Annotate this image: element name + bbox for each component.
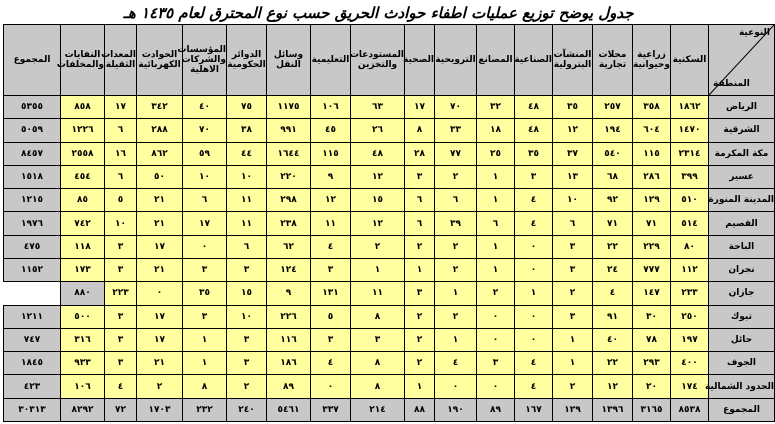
data-cell: ٢: [405, 328, 435, 351]
data-cell: ٤: [515, 212, 553, 235]
row-total-cell: ١٢١٥: [4, 189, 61, 212]
data-cell: ١: [183, 352, 227, 375]
data-cell: ٤: [105, 375, 137, 398]
data-cell: ٥١٤: [671, 212, 709, 235]
region-label: حائل: [709, 328, 775, 351]
data-cell: ٦: [183, 189, 227, 212]
data-cell: ١١٥: [311, 142, 351, 165]
corner-bottom-label: المنطقة: [713, 79, 750, 89]
total-cell: ٨٥٣٨: [671, 398, 709, 421]
column-header: الدوائر الحكومية: [227, 25, 267, 96]
data-cell: ١١٦: [267, 328, 311, 351]
data-cell: ١٢٩: [633, 189, 671, 212]
data-cell: ٦: [105, 119, 137, 142]
data-cell: ٤: [515, 375, 553, 398]
table-row: [4, 189, 775, 212]
data-cell: ٨: [351, 375, 405, 398]
data-cell: ٦: [435, 189, 477, 212]
row-total-cell: ٥٣٥٥: [4, 96, 61, 119]
data-cell: ٠: [311, 375, 351, 398]
data-cell: ٢١: [137, 212, 183, 235]
data-cell: ٧١: [633, 212, 671, 235]
region-label: عسير: [709, 165, 775, 188]
data-cell: ١٦٤٤: [267, 142, 311, 165]
data-cell: ٢٥٥٨: [61, 142, 105, 165]
column-header: المصانع: [477, 25, 515, 96]
data-cell: ١٠٦: [61, 375, 105, 398]
data-cell: ٤٨: [515, 119, 553, 142]
column-header: الحوادث الكهربائية: [137, 25, 183, 96]
data-cell: ١٠٦: [311, 96, 351, 119]
data-cell: ١٢: [351, 165, 405, 188]
data-cell: ٢٥: [477, 142, 515, 165]
total-cell: ١٧٠٣: [137, 398, 183, 421]
data-cell: ٤٠٠: [671, 352, 709, 375]
data-cell: ٣: [105, 258, 137, 281]
data-cell: ٣: [105, 328, 137, 351]
data-cell: ٤٨: [351, 142, 405, 165]
column-header: المجموع: [4, 25, 61, 96]
table-row: [4, 352, 775, 375]
data-cell: ٦: [105, 165, 137, 188]
data-cell: ٦٢: [267, 235, 311, 258]
total-cell: ٣٠٣١٣: [4, 398, 61, 421]
data-cell: ٣٥٨: [633, 96, 671, 119]
data-cell: ٦٨: [593, 165, 633, 188]
data-cell: ٣٧: [553, 142, 593, 165]
row-total-cell: ٤٢٣: [4, 375, 61, 398]
data-cell: ٣: [105, 235, 137, 258]
data-cell: ١٢٢٦: [61, 119, 105, 142]
data-cell: ١٦: [105, 142, 137, 165]
total-cell: ٢٤٠: [227, 398, 267, 421]
data-cell: ١١: [227, 189, 267, 212]
region-label: الرياض: [709, 96, 775, 119]
total-cell: ١٢٩: [553, 398, 593, 421]
data-cell: ٠: [137, 282, 183, 305]
data-cell: ٣٥: [515, 142, 553, 165]
data-cell: ١١: [227, 212, 267, 235]
data-cell: ٣٤٢: [137, 96, 183, 119]
data-cell: ٢٢٦: [267, 305, 311, 328]
data-cell: ٧١: [593, 212, 633, 235]
data-cell: ٣٥: [553, 96, 593, 119]
region-label: جازان: [709, 282, 775, 305]
data-cell: ٤٨: [515, 96, 553, 119]
data-cell: ٢: [351, 235, 405, 258]
data-cell: ١١٥: [633, 142, 671, 165]
data-cell: ٠: [477, 328, 515, 351]
data-cell: ١٧: [405, 96, 435, 119]
data-cell: ٢٨: [405, 142, 435, 165]
data-cell: ١: [435, 282, 477, 305]
region-label: المدينة المنورة: [709, 189, 775, 212]
region-label: تبوك: [709, 305, 775, 328]
data-cell: ١: [477, 165, 515, 188]
data-cell: ١١٨: [61, 235, 105, 258]
row-total-cell: ٨٤٥٧: [4, 142, 61, 165]
data-cell: ٦٣: [351, 96, 405, 119]
data-cell: ٢: [553, 375, 593, 398]
table-row: [4, 142, 775, 165]
data-cell: ٥: [105, 189, 137, 212]
table-body: [4, 96, 775, 422]
data-cell: ٢: [137, 375, 183, 398]
data-cell: ٤٥٤: [61, 165, 105, 188]
data-cell: ٩: [311, 165, 351, 188]
data-cell: ٣: [183, 305, 227, 328]
data-cell: ١٢٤: [267, 258, 311, 281]
data-cell: ٢٢: [593, 235, 633, 258]
data-cell: ٦: [553, 212, 593, 235]
data-cell: ٢: [435, 235, 477, 258]
data-cell: ٣: [183, 258, 227, 281]
data-cell: ٦: [227, 235, 267, 258]
column-header: الصحية: [405, 25, 435, 96]
data-cell: ٢٢: [593, 352, 633, 375]
total-cell: ٢٣٢: [183, 398, 227, 421]
data-cell: ٥٠: [137, 165, 183, 188]
row-total-cell: ٨٨٠: [61, 282, 105, 305]
total-cell: ١٩٠: [435, 398, 477, 421]
row-total-cell: ١٨٤٥: [4, 352, 61, 375]
data-cell: ٣: [553, 258, 593, 281]
data-cell: ٢: [435, 165, 477, 188]
data-cell: ٨٥: [61, 189, 105, 212]
total-cell: ٧٢: [105, 398, 137, 421]
data-cell: ٨: [183, 375, 227, 398]
table-row: [4, 212, 775, 235]
region-label: الباحة: [709, 235, 775, 258]
data-cell: ٠: [435, 375, 477, 398]
data-cell: ٣: [405, 282, 435, 305]
data-cell: ١٠: [553, 189, 593, 212]
data-cell: ٥٤٠: [593, 142, 633, 165]
data-cell: ١٧: [137, 235, 183, 258]
table-row: [4, 258, 775, 281]
data-cell: ٠: [515, 258, 553, 281]
data-cell: ١: [405, 258, 435, 281]
data-cell: ٧٧٧: [633, 258, 671, 281]
data-cell: ٧٨: [633, 328, 671, 351]
data-cell: ١٠: [183, 165, 227, 188]
data-cell: ٣: [311, 328, 351, 351]
data-cell: ٤: [593, 282, 633, 305]
data-cell: ٢٣١٤: [671, 142, 709, 165]
data-cell: ٢: [405, 352, 435, 375]
column-header: الترويحية: [435, 25, 477, 96]
data-cell: ١١: [351, 282, 405, 305]
data-cell: ٢٢٣: [105, 282, 137, 305]
data-cell: ٩٢: [593, 189, 633, 212]
data-cell: ٢٦: [351, 119, 405, 142]
data-cell: ٣٢: [477, 96, 515, 119]
data-cell: ١٩٤: [593, 119, 633, 142]
data-cell: ٢: [405, 235, 435, 258]
table-row: [4, 328, 775, 351]
column-header: زراعية وحيوانية: [633, 25, 671, 96]
data-cell: ١٧: [105, 96, 137, 119]
data-cell: ٣: [227, 328, 267, 351]
data-cell: ٧٠: [183, 119, 227, 142]
data-cell: ٣: [105, 305, 137, 328]
data-cell: ١: [351, 258, 405, 281]
table-row: [4, 96, 775, 119]
row-total-cell: ١٢١١: [4, 305, 61, 328]
data-cell: ٣: [227, 352, 267, 375]
data-cell: ٨٦٢: [137, 142, 183, 165]
row-total-cell: ٧٤٧: [4, 328, 61, 351]
data-cell: ١٧٤: [671, 375, 709, 398]
data-cell: ٥١٠: [671, 189, 709, 212]
data-cell: ٦: [477, 212, 515, 235]
column-header: السكنية: [671, 25, 709, 96]
data-cell: ١: [477, 258, 515, 281]
data-cell: ٣٨: [227, 119, 267, 142]
table-row: [4, 235, 775, 258]
data-cell: ٤٠: [593, 328, 633, 351]
region-label: الحدود الشمالية: [709, 375, 775, 398]
fire-incidents-table: [3, 24, 775, 422]
data-cell: ٢٤: [593, 258, 633, 281]
data-cell: ٤: [515, 352, 553, 375]
data-cell: ٩: [267, 282, 311, 305]
data-cell: ٠: [477, 375, 515, 398]
data-cell: ٨٥٨: [61, 96, 105, 119]
table-row: [4, 119, 775, 142]
data-cell: ١٣١: [311, 282, 351, 305]
total-cell: ٥٤٦١: [267, 398, 311, 421]
data-cell: ٢١: [137, 189, 183, 212]
corner-cell: [709, 25, 775, 96]
column-header: الصناعية: [515, 25, 553, 96]
data-cell: ١٠: [227, 305, 267, 328]
data-cell: ٣: [553, 305, 593, 328]
data-cell: ١٢: [311, 189, 351, 212]
data-cell: ١٥: [351, 189, 405, 212]
data-cell: ٢١: [137, 258, 183, 281]
row-total-cell: ٥٠٥٩: [4, 119, 61, 142]
total-cell: ٢١٤: [351, 398, 405, 421]
data-cell: ٠: [515, 305, 553, 328]
data-cell: ٣٠: [633, 305, 671, 328]
data-cell: ٣٥: [183, 282, 227, 305]
data-cell: ٢: [435, 305, 477, 328]
data-cell: ٢: [405, 305, 435, 328]
data-cell: ١١: [311, 212, 351, 235]
total-cell: ٨٩: [477, 398, 515, 421]
data-cell: ٦: [405, 189, 435, 212]
total-cell: ١٣٩٦: [593, 398, 633, 421]
data-cell: ٢: [477, 282, 515, 305]
table-row: [4, 165, 775, 188]
data-cell: ١٧: [183, 212, 227, 235]
data-cell: ١٨: [477, 119, 515, 142]
data-cell: ٢١: [137, 352, 183, 375]
total-cell: ٨٢٩٢: [61, 398, 105, 421]
data-cell: ١: [183, 328, 227, 351]
row-total-cell: ١١٥٢: [4, 258, 61, 281]
data-cell: ١: [515, 282, 553, 305]
column-header: التعليمية: [311, 25, 351, 96]
data-cell: ٢: [227, 375, 267, 398]
column-header: المعدات الثقيلة: [105, 25, 137, 96]
data-cell: ٩٣٣: [61, 352, 105, 375]
data-cell: ١٤٧: [633, 282, 671, 305]
data-cell: ١٧: [137, 305, 183, 328]
total-cell: ٨٨: [405, 398, 435, 421]
total-cell: ٣٣٧: [311, 398, 351, 421]
region-label: الشرقية: [709, 119, 775, 142]
data-cell: ٢٨٨: [137, 119, 183, 142]
region-label: القصيم: [709, 212, 775, 235]
data-cell: ٤٥: [311, 119, 351, 142]
data-cell: ٣: [553, 235, 593, 258]
data-cell: ٣: [351, 328, 405, 351]
data-cell: ٨: [351, 352, 405, 375]
data-cell: ٧٤٢: [61, 212, 105, 235]
total-cell: ١٦٧: [515, 398, 553, 421]
region-label: نجران: [709, 258, 775, 281]
data-cell: ٣: [105, 352, 137, 375]
data-cell: ٣: [227, 258, 267, 281]
data-cell: ٧٥: [227, 96, 267, 119]
data-cell: ١: [405, 375, 435, 398]
table-row: [4, 282, 775, 305]
data-cell: ١٧٣: [61, 258, 105, 281]
data-cell: ٣: [477, 352, 515, 375]
data-cell: ٤٠: [183, 96, 227, 119]
data-cell: ٨: [405, 119, 435, 142]
data-cell: ٧٧: [435, 142, 477, 165]
data-cell: ٣: [405, 165, 435, 188]
data-cell: ١٢: [351, 212, 405, 235]
data-cell: ٤: [311, 235, 351, 258]
data-cell: ٦٠٤: [633, 119, 671, 142]
data-cell: ٠: [477, 305, 515, 328]
data-cell: ٩٩١: [267, 119, 311, 142]
data-cell: ٣٩٩: [671, 165, 709, 188]
data-cell: ٩١: [593, 305, 633, 328]
data-cell: ٢٥٧: [593, 96, 633, 119]
column-header: وسائل النقل: [267, 25, 311, 96]
data-cell: ١٥: [227, 282, 267, 305]
data-cell: ٢٥٠: [671, 305, 709, 328]
column-header: محلات تجارية: [593, 25, 633, 96]
page-title: جدول يوضح توزيع عمليات اطفاء حوادث الحريق حسب نوع المحترق لعام ١٤٣٥ هـ: [123, 4, 634, 22]
data-cell: ١: [477, 189, 515, 212]
data-cell: ٥٠٠: [61, 305, 105, 328]
data-cell: ١٧: [137, 328, 183, 351]
region-label: مكة المكرمة: [709, 142, 775, 165]
total-label: المجموع: [709, 398, 775, 421]
data-cell: ٧٠: [435, 96, 477, 119]
data-cell: ١٢: [593, 375, 633, 398]
data-cell: ٨: [351, 305, 405, 328]
data-cell: ١٨٦٢: [671, 96, 709, 119]
data-cell: ١٩٧: [671, 328, 709, 351]
data-cell: ٣: [311, 258, 351, 281]
data-cell: ٠: [515, 235, 553, 258]
data-cell: ١٤٧٠: [671, 119, 709, 142]
data-cell: ٢٩٨: [267, 189, 311, 212]
data-cell: ١٠: [105, 212, 137, 235]
data-cell: ٢٨٦: [633, 165, 671, 188]
data-cell: ٣٩: [435, 212, 477, 235]
total-cell: ٣١٦٥: [633, 398, 671, 421]
data-cell: ٠: [515, 328, 553, 351]
data-cell: ١١٧٥: [267, 96, 311, 119]
data-cell: ١: [477, 235, 515, 258]
data-cell: ٤: [435, 352, 477, 375]
data-cell: ١٣: [553, 165, 593, 188]
data-cell: ١٨٦: [267, 352, 311, 375]
data-cell: ٨٩: [267, 375, 311, 398]
data-cell: ٠: [183, 235, 227, 258]
data-cell: ٢٢٠: [267, 165, 311, 188]
data-cell: ٣: [515, 165, 553, 188]
data-cell: ٢٣٨: [267, 212, 311, 235]
data-cell: ٥: [311, 305, 351, 328]
data-cell: ١: [435, 328, 477, 351]
row-total-cell: ١٥١٨: [4, 165, 61, 188]
data-cell: ٤٤: [227, 142, 267, 165]
column-header: النفايات والمخلفات: [61, 25, 105, 96]
data-cell: ١١٢: [671, 258, 709, 281]
column-header: المنشآت البترولية: [553, 25, 593, 96]
data-cell: ١: [553, 328, 593, 351]
data-cell: ٢٩٣: [633, 352, 671, 375]
header-row: [4, 25, 775, 96]
data-cell: ١: [553, 352, 593, 375]
region-label: الجوف: [709, 352, 775, 375]
data-cell: ٨٠: [671, 235, 709, 258]
table-row: [4, 305, 775, 328]
data-cell: ٢٣٣: [671, 282, 709, 305]
data-cell: ٥٩: [183, 142, 227, 165]
table-row: [4, 375, 775, 398]
total-row: [4, 398, 775, 421]
data-cell: ٢: [435, 258, 477, 281]
data-cell: ٢٢٩: [633, 235, 671, 258]
corner-top-label: النوعية: [738, 28, 770, 38]
data-cell: ٣١٦: [61, 328, 105, 351]
data-cell: ٢: [553, 282, 593, 305]
column-header: المستودعات والتخزين: [351, 25, 405, 96]
data-cell: ١٠: [227, 165, 267, 188]
data-cell: ٣٣: [435, 119, 477, 142]
row-total-cell: ٤٧٥: [4, 235, 61, 258]
data-cell: ٤: [515, 189, 553, 212]
data-cell: ٢٠: [633, 375, 671, 398]
data-cell: ٦: [405, 212, 435, 235]
row-total-cell: ١٩٧٦: [4, 212, 61, 235]
data-cell: ٤: [311, 352, 351, 375]
data-cell: ١٢: [553, 119, 593, 142]
column-header: المؤسسات والشركات الاهلية: [183, 25, 227, 96]
